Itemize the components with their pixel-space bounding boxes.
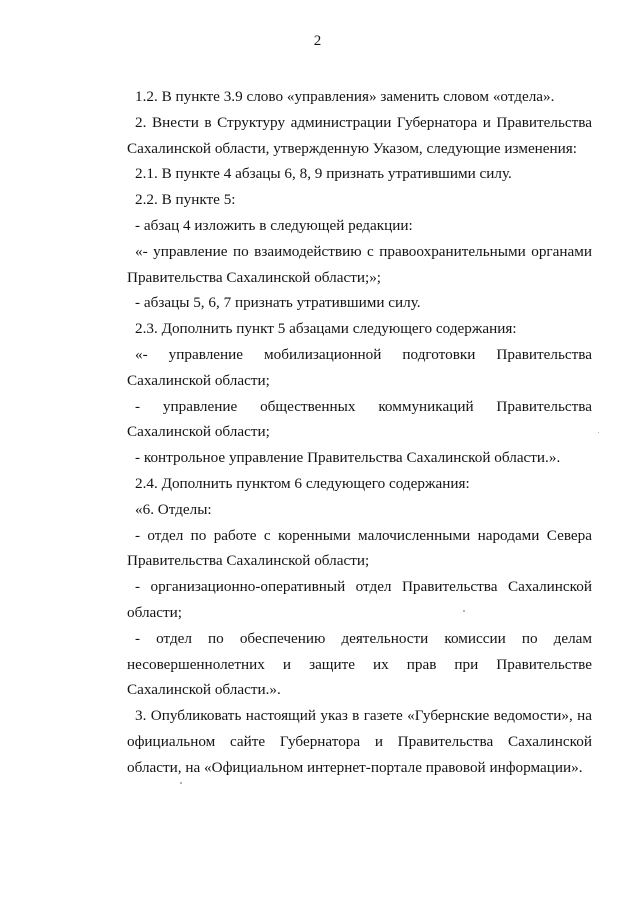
scan-speck	[180, 782, 182, 784]
paragraph-2-2-b: «- управление по взаимодействию с правоохранительными органами Правительства Сахалинской области;»;	[127, 242, 592, 286]
paragraph-2-4-b: - отдел по работе с коренными малочисленными народами Севера Правительства Сахалинской области;	[127, 526, 592, 570]
paragraph-2-4-d: - отдел по обеспечению деятельности комиссии по делам несовершеннолетних и защите их прав при Правительстве Сахалинской области.».	[127, 629, 592, 699]
paragraph-2-3: 2.3. Дополнить пункт 5 абзацами следующего содержания:	[135, 320, 517, 338]
paragraph-2-1: 2.1. В пункте 4 абзацы 6, 8, 9 признать утратившими силу.	[135, 165, 512, 183]
paragraph-3: 3. Опубликовать настоящий указ в газете «Губернские ведомости», на официальном сайте Губернатора и Правительства Сахалинской области, на «Официальном интернет-портале правовой информации».	[127, 707, 592, 776]
paragraph-2-4: 2.4. Дополнить пунктом 6 следующего содержания:	[135, 474, 470, 492]
page-number: 2	[313, 33, 322, 49]
paragraph-2-2: 2.2. В пункте 5:	[135, 191, 236, 209]
paragraph-2-2-c: - абзацы 5, 6, 7 признать утратившими силу.	[135, 294, 421, 312]
document-body	[127, 84, 592, 781]
paragraph-1-2: 1.2. В пункте 3.9 слово «управления» заменить словом «отдела».	[135, 88, 555, 105]
scan-speck	[463, 610, 465, 612]
scan-speck	[598, 432, 599, 433]
paragraph-2-3-a: «- управление мобилизационной подготовки Правительства Сахалинской области;	[127, 345, 592, 389]
paragraph-2-4-c: - организационно-оперативный отдел Правительства Сахалинской области;	[127, 578, 592, 621]
paragraph-2-3-b: - управление общественных коммуникаций Правительства Сахалинской области;	[127, 397, 592, 441]
paragraph-2-4-a: «6. Отделы:	[135, 500, 212, 518]
paragraph-2-3-c: - контрольное управление Правительства Сахалинской области.».	[135, 449, 561, 467]
paragraph-2: 2. Внести в Структуру администрации Губернатора и Правительства Сахалинской области, утвержденную Указом, следующие изменения:	[127, 113, 592, 157]
paragraph-2-2-a: - абзац 4 изложить в следующей редакции:	[135, 216, 413, 234]
